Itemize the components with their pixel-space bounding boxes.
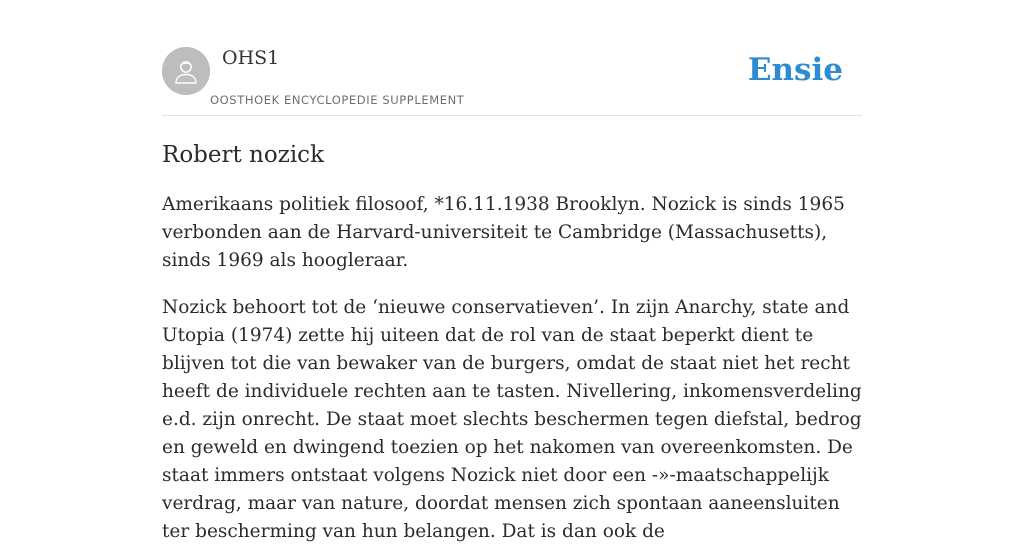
author-name[interactable]: OHS1 bbox=[222, 47, 280, 69]
article-paragraph-1: Amerikaans politiek filosoof, *16.11.1938 Brooklyn. Nozick is sinds 1965 verbonden aan de Harvard-universiteit te Cambridge (Massachusetts), sinds 1969 als hoogleraar. bbox=[162, 194, 845, 271]
avatar[interactable] bbox=[162, 47, 210, 95]
article-title: Robert nozick bbox=[162, 142, 324, 168]
brand-logo[interactable]: Ensie bbox=[747, 52, 843, 88]
article-paragraph-2: Nozick behoort tot de ‘nieuwe conservatieven’. In zijn Anarchy, state and Utopia (1974) zette hij uiteen dat de rol van de staat beperkt dient te blijven tot die van bewaker van de burgers, omdat de staat niet het recht heeft de individuele rechten aan te tasten. Nivellering, inkomensverdeling e.d. zijn onrecht. De staat moet slechts beschermen tegen diefstal, bedrog en geweld en dwingend toezien op het nakomen van overeenkomsten. De staat immers ontstaat volgens Nozick niet door een -»-maatschappelijk verdrag, maar van nature, doordat mensen zich spontaan aaneensluiten ter bescherming van hun belangen. Dat is dan ook de bbox=[162, 297, 862, 542]
article-header bbox=[162, 0, 862, 116]
user-icon bbox=[162, 47, 210, 95]
content-container bbox=[162, 0, 862, 546]
source-label[interactable]: OOSTHOEK ENCYCLOPEDIE SUPPLEMENT bbox=[210, 93, 465, 107]
